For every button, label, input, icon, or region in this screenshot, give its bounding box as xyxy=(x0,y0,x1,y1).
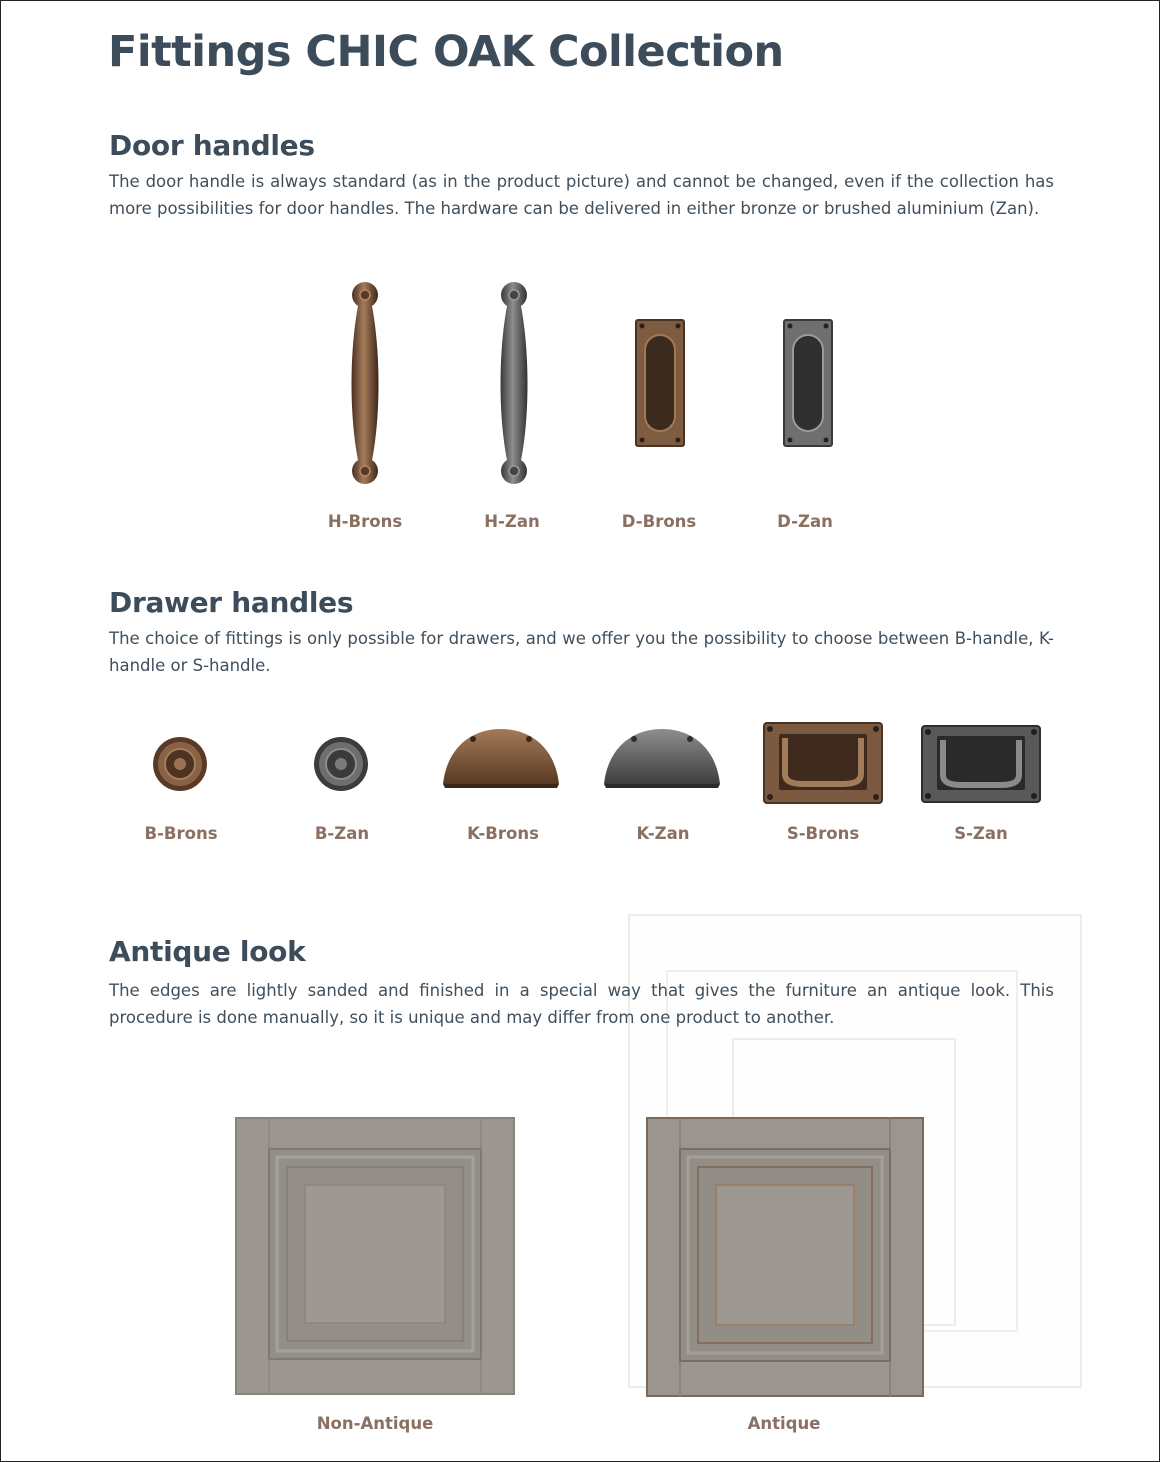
flip-handle-bronze-icon xyxy=(763,722,883,804)
cup-pull-zan-icon xyxy=(602,726,722,788)
knob-bronze-icon xyxy=(151,735,209,793)
drawer-handles-heading: Drawer handles xyxy=(109,586,354,619)
drawer-handle-caption: S-Brons xyxy=(786,824,860,843)
drawer-handles-description: The choice of fittings is only possible for drawers, and we offer you the possibility to choose between B-handle, K-handle or S-handle. xyxy=(109,629,1054,675)
drawer-handle-caption: K-Zan xyxy=(636,824,690,843)
door-panel-plain-icon xyxy=(235,1117,515,1395)
page-title: Fittings CHIC OAK Collection xyxy=(108,27,784,77)
door-panel-antique-icon xyxy=(646,1117,924,1397)
door-handle-caption: D-Brons xyxy=(621,512,697,531)
drawer-handle-caption: B-Zan xyxy=(314,824,370,843)
door-handle-caption: H-Brons xyxy=(327,512,403,531)
door-handle-caption: D-Zan xyxy=(777,512,833,531)
bow-handle-bronze-icon xyxy=(345,279,385,489)
bow-handle-zan-icon xyxy=(494,279,534,489)
antique-look-heading: Antique look xyxy=(109,935,306,968)
flush-pull-zan-icon xyxy=(783,319,833,447)
antique-look-description: The edges are lightly sanded and finished in a special way that gives the furniture an antique look. This procedure is done manually, so it is unique and may differ from one product to another. xyxy=(109,981,1054,1027)
cup-pull-bronze-icon xyxy=(441,726,561,788)
flush-pull-bronze-icon xyxy=(635,319,685,447)
flip-handle-zan-icon xyxy=(921,725,1041,803)
drawer-handle-caption: K-Brons xyxy=(467,824,539,843)
door-handle-caption: H-Zan xyxy=(484,512,540,531)
drawer-handle-caption: S-Zan xyxy=(954,824,1008,843)
finish-caption: Non-Antique xyxy=(316,1414,434,1433)
knob-zan-icon xyxy=(312,735,370,793)
door-handles-heading: Door handles xyxy=(109,129,315,162)
drawer-handle-caption: B-Brons xyxy=(144,824,218,843)
door-handles-description: The door handle is always standard (as in the product picture) and cannot be changed, even if the collection has more possibilities for door handles. The hardware can be delivered in either bronze or brushed aluminium (Zan). xyxy=(109,172,1054,218)
finish-caption: Antique xyxy=(747,1414,821,1433)
